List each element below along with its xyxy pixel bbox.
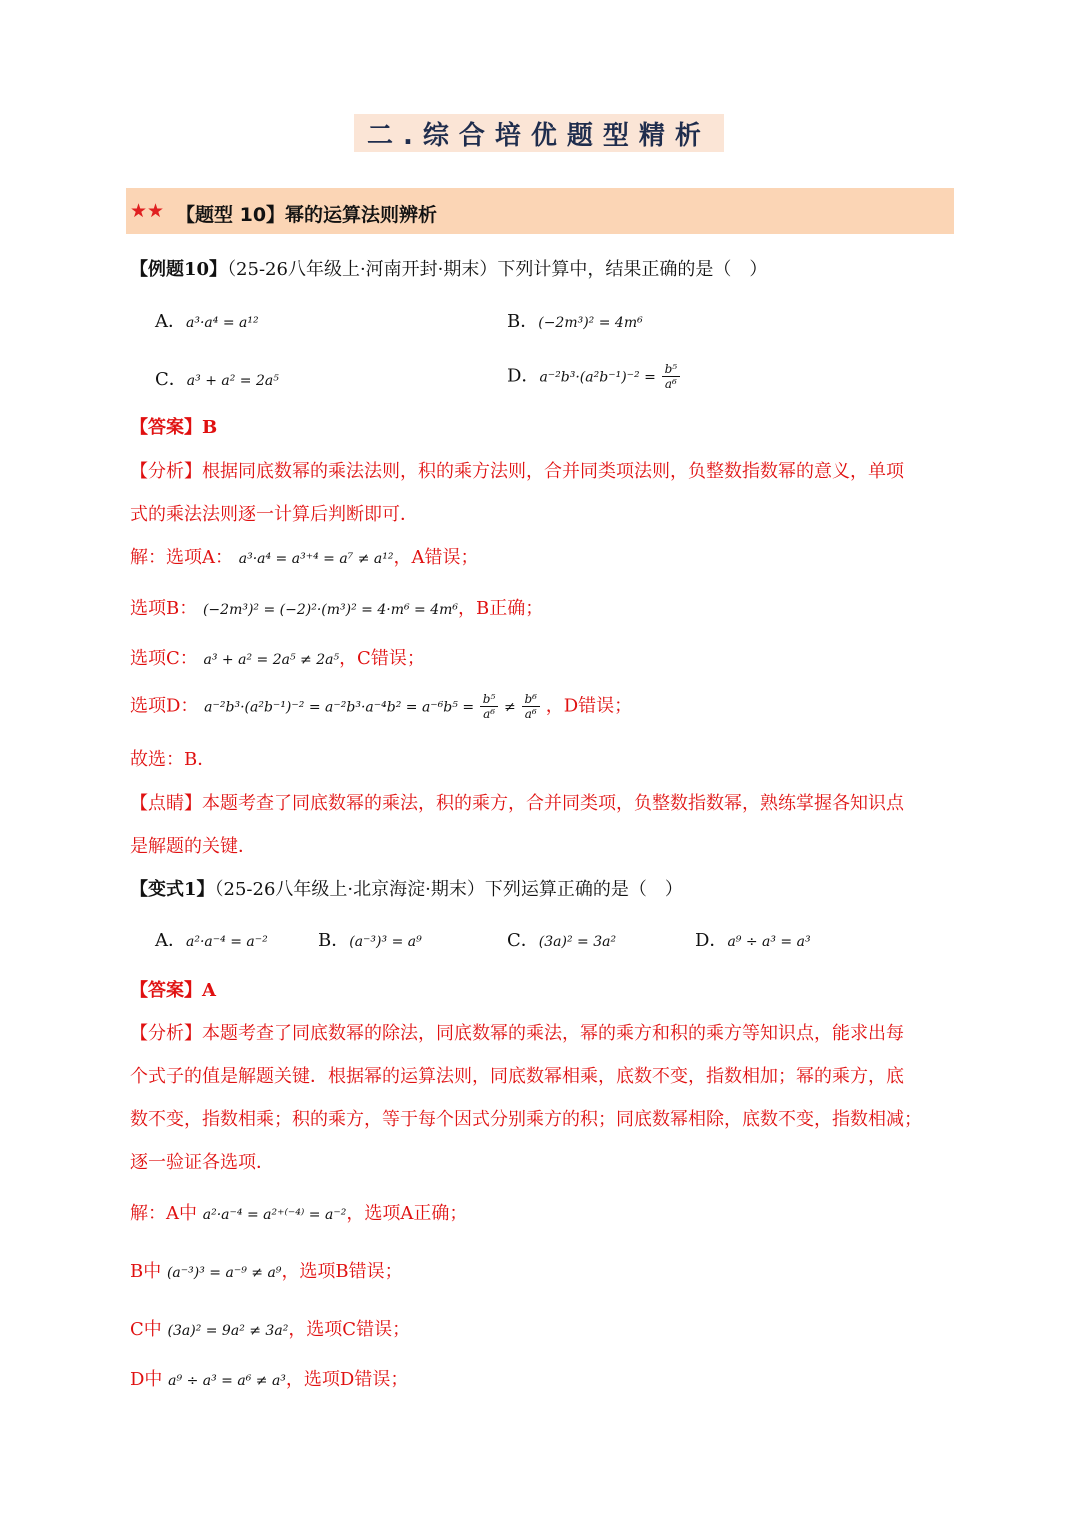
difficulty-stars: ★★ (130, 200, 165, 222)
variant-option-a (155, 929, 268, 954)
option-b-label: B． (507, 311, 539, 332)
solution-verdict: ，B正确； (458, 598, 544, 619)
solution-label: 选项B： (130, 598, 198, 619)
solution-label: C中 (130, 1319, 162, 1340)
option-d-fraction (662, 362, 681, 391)
option-a-label: A． (155, 311, 186, 332)
example-analysis-line2: 式的乘法法则逐一计算后判断即可． (130, 504, 418, 525)
solution-label: B中 (130, 1261, 162, 1282)
solution-verdict: ，选项C错误； (288, 1319, 411, 1340)
option-d (507, 362, 680, 391)
option-a (155, 310, 259, 335)
solution-verdict: ，C错误； (339, 648, 425, 669)
option-c-math: (3a)² = 3a² (538, 934, 617, 950)
variant-analysis-line1: 【分析】本题考查了同底数幂的除法，同底数幂的乘法，幂的乘方和积的乘方等知识点，能求出每 (130, 1023, 904, 1044)
variant-solution-c (130, 1318, 410, 1343)
variant-solution-d (130, 1368, 408, 1393)
solution-math: a³·a⁴ = a³⁺⁴ = a⁷ ≠ a¹² (238, 551, 394, 567)
option-c-label: C． (155, 369, 187, 390)
fraction-denominator: a⁶ (664, 377, 677, 391)
option-b-label: B． (318, 930, 350, 951)
solution-a (130, 546, 479, 571)
section-title-box (354, 114, 724, 152)
solution-d (130, 692, 632, 721)
option-a-math: a³·a⁴ = a¹² (186, 315, 259, 331)
option-c-math: a³ + a² = 2a⁵ (186, 373, 279, 389)
solution-label: D中 (130, 1369, 163, 1390)
option-b (507, 310, 643, 335)
solution-math: a⁹ ÷ a³ = a⁶ ≠ a³ (168, 1373, 286, 1389)
example-conclusion: 故选：B． (130, 749, 216, 770)
variant-option-b (318, 929, 422, 954)
solution-verdict: ，选项A正确； (346, 1203, 468, 1224)
solution-c (130, 647, 425, 672)
question-type-label: 【题型 10】幂的运算法则辨析 (176, 204, 438, 226)
example-head: 【例题10】 (130, 259, 228, 280)
variant-source: （25-26八年级上·北京海淀·期末）下列运算正确的是（ ） (214, 879, 683, 900)
solution-math: a⁻²b³·(a²b⁻¹)⁻² = a⁻²b³·a⁻⁴b² = a⁻⁶b⁵ = (204, 699, 475, 716)
solution-fraction (522, 692, 541, 721)
solution-math: (−2m³)² = (−2)²·(m³)² = 4·m⁶ = 4m⁶ (202, 602, 459, 618)
option-b-math: (−2m³)² = 4m⁶ (538, 315, 643, 331)
fraction-denominator: a⁶ (524, 707, 537, 721)
section-title: 二.综合培优题型精析 (367, 120, 711, 151)
variant-question (130, 878, 683, 902)
solution-label: 选项C： (130, 648, 198, 669)
fraction-numerator: b⁶ (522, 692, 541, 707)
solution-b (130, 597, 543, 622)
example-analysis-line1: 【分析】根据同底数幂的乘法法则，积的乘方法则，合并同类项法则，负整数指数幂的意义，单项 (130, 461, 904, 482)
variant-option-c (507, 929, 616, 954)
variant-solution-b (130, 1260, 403, 1285)
solution-math: a³ + a² = 2a⁵ ≠ 2a⁵ (203, 652, 340, 668)
variant-head: 【变式1】 (130, 879, 215, 900)
option-c (155, 368, 279, 393)
option-d-label: D． (695, 930, 728, 951)
variant-answer: 【答案】A (130, 980, 216, 1001)
fraction-numerator: b⁵ (662, 362, 681, 377)
option-b-math: (a⁻³)³ = a⁹ (349, 934, 422, 950)
solution-fraction (480, 692, 499, 721)
solution-label: 解：选项A： (130, 547, 233, 568)
variant-solution-a (130, 1202, 467, 1227)
variant-analysis-line4: 逐一验证各选项． (130, 1152, 274, 1173)
solution-verdict: ，选项B错误； (281, 1261, 403, 1282)
variant-analysis-line2: 个式子的值是解题关键．根据幂的运算法则，同底数幂相乘，底数不变，指数相加；幂的乘方，底 (130, 1066, 904, 1087)
option-d-math: a⁻²b³·(a²b⁻¹)⁻² = (539, 369, 656, 386)
example-answer: 【答案】B (130, 417, 218, 438)
solution-verdict: ，A错误； (393, 547, 479, 568)
not-equal-sign: ≠ (504, 699, 516, 716)
fraction-numerator: b⁵ (480, 692, 499, 707)
example-remark-line2: 是解题的关键． (130, 836, 256, 857)
option-d-math: a⁹ ÷ a³ = a³ (727, 934, 811, 950)
variant-option-d (695, 929, 811, 954)
solution-math: (3a)² = 9a² ≠ 3a² (167, 1323, 289, 1339)
solution-label: 解：A中 (130, 1203, 197, 1224)
option-a-label: A． (155, 930, 186, 951)
example-remark-line1: 【点睛】本题考查了同底数幂的乘法，积的乘方，合并同类项，负整数指数幂，熟练掌握各知识点 (130, 793, 904, 814)
option-d-label: D． (507, 365, 540, 387)
option-c-label: C． (507, 930, 539, 951)
solution-verdict: ，选项D错误； (285, 1369, 409, 1390)
variant-analysis-line3: 数不变，指数相乘；积的乘方，等于每个因式分别乘方的积；同底数幂相除，底数不变，指数相减； (130, 1109, 922, 1130)
example-source: （25-26八年级上·河南开封·期末）下列计算中，结果正确的是（ ） (227, 259, 768, 280)
example-question (130, 258, 767, 282)
solution-math: (a⁻³)³ = a⁻⁹ ≠ a⁹ (166, 1265, 282, 1281)
solution-verdict: ，D错误； (545, 695, 633, 717)
solution-label: 选项D： (130, 695, 199, 717)
option-a-math: a²·a⁻⁴ = a⁻² (186, 934, 268, 950)
fraction-denominator: a⁶ (483, 707, 496, 721)
solution-math: a²·a⁻⁴ = a²⁺⁽⁻⁴⁾ = a⁻² (202, 1207, 347, 1223)
